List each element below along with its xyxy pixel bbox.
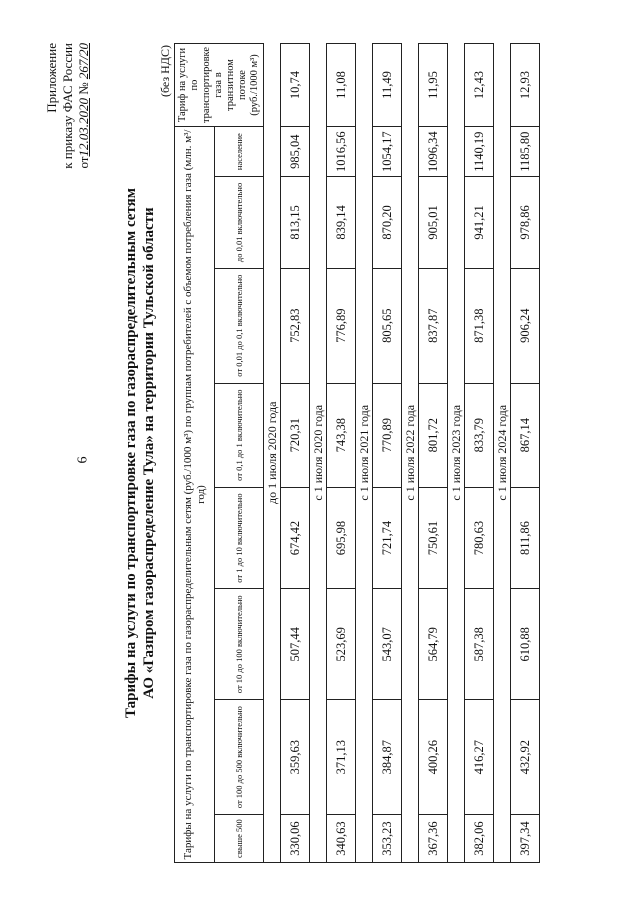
period-row — [356, 43, 373, 862]
period-row — [448, 43, 465, 862]
table-cell: 813,15 — [281, 176, 310, 267]
table-cell: 837,87 — [419, 268, 448, 383]
table-cell: 811,86 — [511, 487, 540, 589]
table-cell: 353,23 — [373, 814, 402, 862]
table-row — [327, 43, 356, 862]
table-cell: 776,89 — [327, 268, 356, 383]
table-cell: 610,88 — [511, 588, 540, 699]
table-cell: 587,38 — [465, 588, 494, 699]
table-cell: 1185,80 — [511, 126, 540, 176]
table-cell: 432,92 — [511, 699, 540, 814]
table-cell: 10,74 — [281, 43, 310, 126]
table-cell: 564,79 — [419, 588, 448, 699]
table-cell: 941,21 — [465, 176, 494, 267]
table-cell: 523,69 — [327, 588, 356, 699]
table-row — [465, 43, 494, 862]
table-cell: 1140,19 — [465, 126, 494, 176]
table-cell: 833,79 — [465, 383, 494, 487]
vat-note: (без НДС) — [158, 44, 172, 97]
col-header: от 0,1 до 1 включительно — [215, 383, 264, 487]
table-cell: 695,98 — [327, 487, 356, 589]
table-cell: 397,34 — [511, 814, 540, 862]
period-row — [494, 43, 511, 862]
col-header: свыше 500 — [215, 814, 264, 862]
table-cell: 340,63 — [327, 814, 356, 862]
page-number: 6 — [75, 456, 91, 464]
document-title — [122, 43, 158, 863]
period-label: до 1 июля 2020 года — [264, 43, 281, 862]
col-header: от 10 до 100 включительно — [215, 588, 264, 699]
table-cell: 12,93 — [511, 43, 540, 126]
table-cell: 367,36 — [419, 814, 448, 862]
period-label: с 1 июля 2021 года — [356, 43, 373, 862]
appendix-order: к приказу ФАС России — [60, 42, 75, 169]
table-cell: 780,63 — [465, 487, 494, 589]
table-cell: 906,24 — [511, 268, 540, 383]
title-line-1: Тарифы на услуги по транспортировке газа по газораспределительным сетям — [123, 187, 139, 718]
table-cell: 507,44 — [281, 588, 310, 699]
table-cell: 11,08 — [327, 43, 356, 126]
tariff-table — [174, 43, 540, 863]
document-header — [40, 43, 170, 863]
table-cell: 871,38 — [465, 268, 494, 383]
date-prefix: от — [76, 156, 91, 169]
col-header: от 100 до 500 включительно — [215, 699, 264, 814]
table-cell: 743,38 — [327, 383, 356, 487]
table-cell: 770,89 — [373, 383, 402, 487]
col-header: от 1 до 10 включительно — [215, 487, 264, 589]
table-row — [281, 43, 310, 862]
appendix-block — [44, 43, 92, 169]
table-cell: 1016,56 — [327, 126, 356, 176]
col-header: от 0,01 до 0,1 включительно — [215, 268, 264, 383]
table-cell: 543,07 — [373, 588, 402, 699]
period-label: с 1 июля 2023 года — [448, 43, 465, 862]
table-cell: 382,06 — [465, 814, 494, 862]
table-cell: 805,65 — [373, 268, 402, 383]
table-cell: 870,20 — [373, 176, 402, 267]
transit-header: Тариф на услуги по транспортировке газа в транзитном потоке (руб./1000 м³) — [175, 43, 264, 126]
table-cell: 674,42 — [281, 487, 310, 589]
table-body — [264, 43, 540, 862]
table-cell: 330,06 — [281, 814, 310, 862]
title-line-2: АО «Газпром газораспределение Тула» на территории Тульской области — [141, 206, 157, 699]
order-date: 12.03.2020 — [76, 97, 91, 157]
table-cell: 905,01 — [419, 176, 448, 267]
col-header: до 0,01 включительно — [215, 176, 264, 267]
col-header: население — [215, 126, 264, 176]
table-cell: 721,74 — [373, 487, 402, 589]
order-number: 267/20 — [76, 42, 91, 79]
table-cell: 400,26 — [419, 699, 448, 814]
table-cell: 359,63 — [281, 699, 310, 814]
period-label: с 1 июля 2020 года — [310, 43, 327, 862]
table-cell: 1096,34 — [419, 126, 448, 176]
table-cell: 801,72 — [419, 383, 448, 487]
period-label: с 1 июля 2022 года — [402, 43, 419, 862]
appendix-label: Приложение — [44, 42, 59, 113]
group-header: Тарифы на услуги по транспортировке газа по газораспределительным сетям (руб./1000 м³) по группам потребителей с объемом потребления газа (млн. м³/год) — [175, 126, 215, 862]
period-label: с 1 июля 2024 года — [494, 43, 511, 862]
table-cell: 384,87 — [373, 699, 402, 814]
number-prefix: № — [76, 81, 91, 95]
table-cell: 720,31 — [281, 383, 310, 487]
table-cell: 750,61 — [419, 487, 448, 589]
document-sheet — [40, 43, 600, 863]
table-cell: 867,14 — [511, 383, 540, 487]
table-cell: 752,83 — [281, 268, 310, 383]
table-cell: 985,04 — [281, 126, 310, 176]
table-row — [373, 43, 402, 862]
table-cell: 978,86 — [511, 176, 540, 267]
period-row — [264, 43, 281, 862]
table-cell: 371,13 — [327, 699, 356, 814]
table-cell: 11,49 — [373, 43, 402, 126]
appendix-date-line — [76, 43, 92, 169]
period-row — [310, 43, 327, 862]
table-cell: 416,27 — [465, 699, 494, 814]
table-cell: 12,43 — [465, 43, 494, 126]
table-cell: 1054,17 — [373, 126, 402, 176]
period-row — [402, 43, 419, 862]
table-row — [511, 43, 540, 862]
table-cell: 11,95 — [419, 43, 448, 126]
table-cell: 839,14 — [327, 176, 356, 267]
table-row — [419, 43, 448, 862]
